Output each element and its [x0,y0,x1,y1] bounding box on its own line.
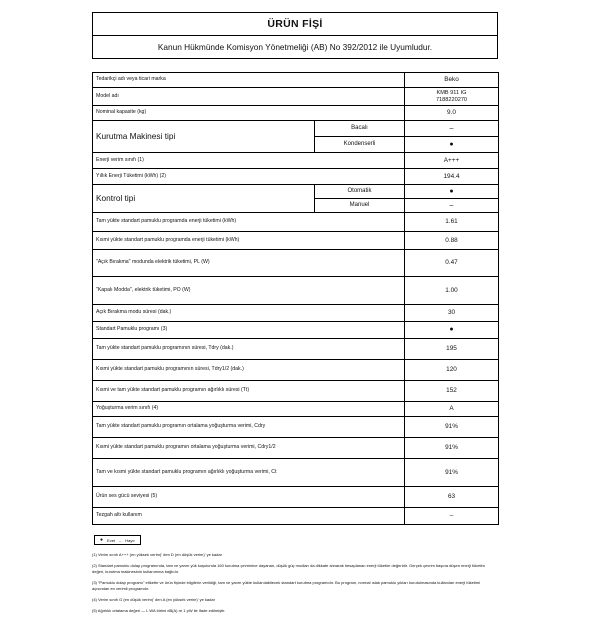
row-label: Enerji verim sınıfı (1) [93,153,405,169]
row-value: 1.00 [405,277,499,305]
row-label: Model adı [93,88,405,106]
row-value: 152 [405,381,499,402]
table-row [93,459,499,487]
table-row [93,250,499,277]
row-label: Kurutma Makinesi tipi [93,121,315,153]
footnote: (2) Standart pamuklu dolap programında, tam ve yarım yük koşulunda 160 kurutma çevrimine dayanan, düşük güç modları da dikkate alınarak hesaplanan enerji tüketim değeridir. Gerçek çevrim başına düşen enerji tüketim değeri, kurutma makinesinin kullanımına bağlıdır. [92,563,485,574]
option-value: – [405,199,499,213]
footnotes [92,552,498,614]
yes-label: Evet [107,537,116,543]
row-value: A+++ [405,153,499,169]
row-value: 195 [405,339,499,360]
table-row [93,232,499,250]
table-row [93,88,499,106]
no-symbol: – [119,537,122,543]
footnote: (4) Verim sınıfı G (en düşük verim)' den A (en yüksek verim)' ye kadar [92,596,215,602]
row-value: ● [405,322,499,339]
footnote: (3) "Pamuklu dolap programı" etikette ve ürün fişinde bilgilerin verildiği, tam ve yarım yükte kullanılabilecek standart kurutma programıdır. Bu program, normal ıslak pamuklu yıkları kurutulmasında kullanılan enerji tüketimi açısından en verimli programdır. [92,580,481,591]
row-label: Tam yükte standart pamuklu programda enerji tüketimi (kWh) [93,213,405,232]
table-row [93,73,499,88]
row-value: 194.4 [405,169,499,185]
option-value: ● [405,137,499,153]
option-label: Kondenserli [315,137,405,153]
row-label: Kısmi yükte standart pamuklu programda enerji tüketimi (kWh) [93,232,405,250]
row-label: Kısmi ve tam yükte standart pamuklu programın ağırlıklı süresi (Tt) [93,381,405,402]
row-value: Beko [405,73,499,88]
row-value: 91% [405,438,499,459]
row-value: 91% [405,417,499,438]
row-label: Tam yükte standart pamuklu programın ortalama yoğuşturma verimi, Cdry [93,417,405,438]
table-row [93,106,499,121]
table-row [93,438,499,459]
row-value: 91% [405,459,499,487]
row-value: 63 [405,487,499,508]
table-row [93,185,499,199]
table-row [93,360,499,381]
row-label: Kısmi yükte standart pamuklu programın ortalama yoğuşturma verimi, Cdry1/2 [93,438,405,459]
table-row [93,169,499,185]
table-row [93,487,499,508]
model-code: 7188220270 [435,96,468,103]
table-row [93,121,499,137]
row-value [405,88,499,106]
footnote: (1) Verim sınıfı A+++ (en yüksek verim)' den D (en düşük verim)' ye kadar [92,552,222,557]
row-value: 1.61 [405,213,499,232]
table-row [93,153,499,169]
row-label: Standart Pamuklu programı (3) [93,322,405,339]
row-value: – [405,508,499,525]
option-value: – [405,121,499,137]
row-label: Yoğuşturma verim sınıfı (4) [93,402,405,417]
row-label: Kısmi yükte standart pamuklu programının süresi, Tdry1/2 (dak.) [93,360,405,381]
row-label: "Kapalı Modda", elektrik tüketimi, PO (W) [93,277,405,305]
row-value: 30 [405,305,499,322]
option-value: ● [405,185,499,199]
row-value: 120 [405,360,499,381]
row-label: Tedarikçi adı veya ticari marka [93,73,405,88]
row-label: Yıllık Enerji Tüketimi (kWh) (2) [93,169,405,185]
row-value: 9.0 [405,106,499,121]
row-value: 0.88 [405,232,499,250]
model-name: KMB 911 IG [436,89,467,96]
product-fiche [92,12,498,620]
row-label: Nominal kapasite (kg) [93,106,405,121]
table-row [93,508,499,525]
footnote: (5) Ağırlıklı ortalama değeri — L WA birimi dB(A) re 1 pW ile ifade edilmiştir. [92,608,226,614]
row-label: Tezgah altı kullanım [93,508,405,525]
table-row [93,277,499,305]
document-subtitle: Kanun Hükmünde Komisyon Yönetmeliği (AB) No 392/2012 ile Uyumludur. [92,36,498,59]
table-row [93,381,499,402]
document-title: ÜRÜN FİŞİ [92,12,498,36]
table-row [93,339,499,360]
no-label: Hayır [125,537,135,543]
row-label: Açık Bırakma modu süresi (dak.) [93,305,405,322]
option-label: Manuel [315,199,405,213]
row-label: Ürün ses gücü seviyesi (5) [93,487,405,508]
legend-box [94,535,141,545]
spec-table [92,72,499,525]
row-value: A [405,402,499,417]
row-label: Kontrol tipi [93,185,315,213]
table-row [93,213,499,232]
row-label: Tam ve kısmi yükte standart pamuklu programın ağırlıklı yoğuşturma verimi, Ct [93,459,405,487]
option-label: Bacalı [315,121,405,137]
option-label: Otomatik [315,185,405,199]
row-label: "Açık Bırakma" modunda elektrik tüketimi, PL (W) [93,250,405,277]
table-row [93,402,499,417]
row-label: Tam yükte standart pamuklu programının süresi, Tdry (dak.) [93,339,405,360]
table-row [93,322,499,339]
yes-symbol: ● [100,537,104,543]
table-row [93,305,499,322]
row-value: 0.47 [405,250,499,277]
table-row [93,417,499,438]
